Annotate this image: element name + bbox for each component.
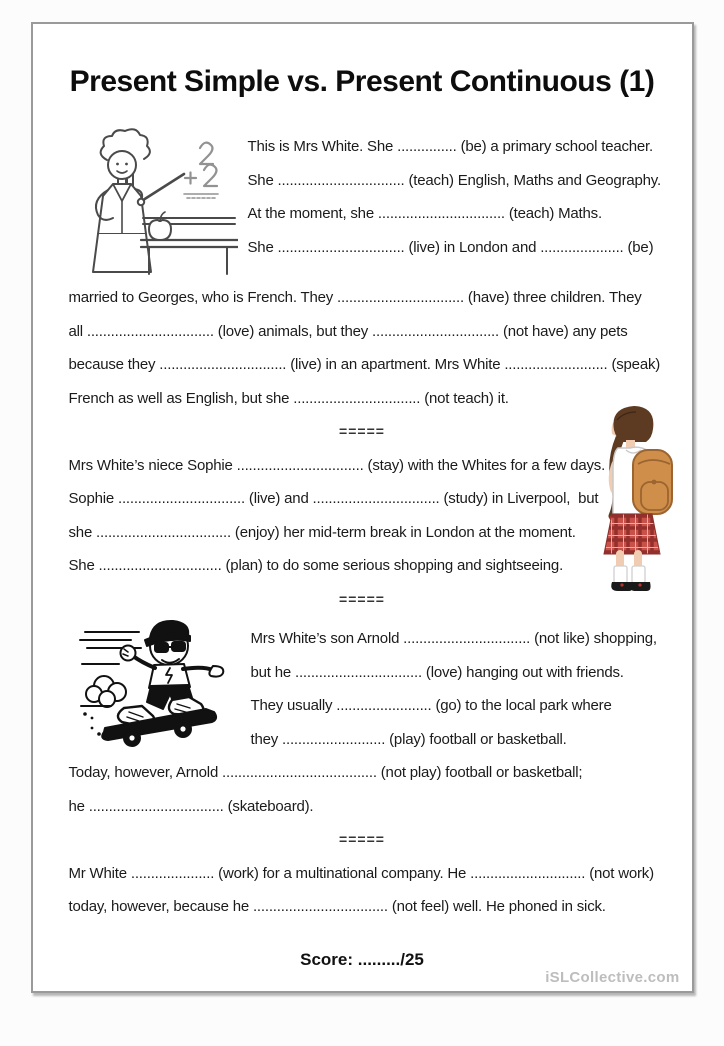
- score-line: Score: ........./25: [300, 949, 424, 969]
- teacher-illustration: [63, 128, 238, 281]
- fill-in-line: She ............................... (plan) to do some serious shopping and sightseeing.: [68, 557, 564, 574]
- fill-in-line: but he ................................ (love) hanging out with friends.: [250, 663, 624, 681]
- paragraph-4-lines: [69, 857, 662, 924]
- fill-in-line: Mrs White’s niece Sophie ................................ (stay) with the Whites for a few days.: [68, 456, 606, 474]
- paragraph-3-top: [77, 616, 662, 756]
- teacher-at-blackboard-icon: [63, 128, 238, 276]
- fill-in-line: all ................................ (love) animals, but they ................................ (not have) any pets: [68, 322, 628, 340]
- fill-in-line: married to Georges, who is French. They ................................ (have) three children. They: [68, 289, 642, 306]
- fill-in-line: She ................................ (live) in London and ..................... (be): [247, 238, 654, 256]
- paragraph-2-lines: [69, 449, 662, 583]
- fill-in-line: because they ................................ (live) in an apartment. Mrs White .......................... (speak): [68, 356, 661, 373]
- fill-in-line: Today, however, Arnold ....................................... (not play) football or basketball;: [68, 764, 583, 781]
- fill-in-line: Mrs White’s son Arnold ................................ (not like) shopping,: [250, 630, 657, 647]
- paragraph-1-full-lines: [69, 281, 662, 415]
- section-separator: =====: [339, 831, 385, 847]
- fill-in-line: she .................................. (enjoy) her mid-term break in London at the moment.: [68, 523, 576, 541]
- section-separator: =====: [339, 590, 385, 607]
- fill-in-line: She ................................ (teach) English, Maths and Geography.: [247, 171, 661, 189]
- worksheet-page: [31, 22, 694, 993]
- fill-in-line: At the moment, she ................................ (teach) Maths.: [247, 205, 602, 222]
- islcollective-watermark: iSLCollective.com: [545, 969, 680, 986]
- paragraph-3-full-lines: [69, 756, 662, 823]
- fill-in-line: They usually ........................ (go) to the local park where: [250, 697, 612, 714]
- fill-in-line: French as well as English, but she ................................ (not teach) it.: [68, 389, 509, 407]
- skateboarder-icon: [77, 616, 247, 748]
- fill-in-line: Sophie ................................ (live) and ................................ (study) in Liverpool, but: [68, 490, 599, 507]
- schoolgirl-icon: [586, 402, 678, 594]
- fill-in-line: today, however, because he .................................. (not feel) well. He phoned in sick.: [68, 898, 606, 915]
- fill-in-line: Mr White ..................... (work) for a multinational company. He ............................. (not work): [68, 864, 654, 882]
- skateboarder-illustration: [77, 616, 247, 756]
- fill-in-line: This is Mrs White. She ............... (be) a primary school teacher.: [247, 138, 653, 155]
- worksheet-title: Present Simple vs. Present Continuous (1): [69, 65, 655, 98]
- paragraph-3-beside-lines: [247, 616, 657, 756]
- fill-in-line: he .................................. (skateboard).: [68, 797, 314, 815]
- paragraph-1-beside-lines: [238, 128, 661, 281]
- section-separator: =====: [339, 423, 385, 439]
- fill-in-line: they .......................... (play) football or basketball.: [250, 730, 567, 748]
- schoolgirl-illustration: [586, 402, 678, 594]
- paragraph-1-top: [63, 128, 662, 281]
